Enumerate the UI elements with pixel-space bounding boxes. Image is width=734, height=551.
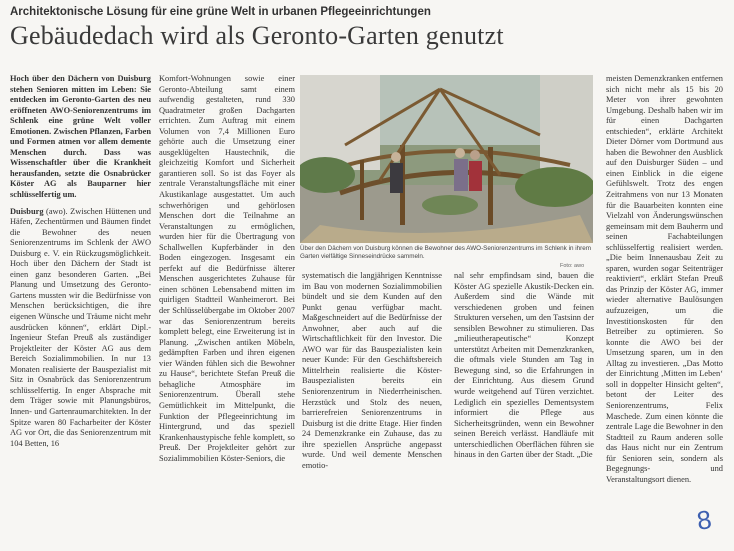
column-1-text: (awo). Zwischen Hüttenen und Häfen, Zechentürmen und Bäumen findet die Bewohner des neuen Seniorenzentrums im Schlenk der AWO Duisburg e. V. ein Rückzugsmöglichkeit. Hoch über den Dächern der Stadt ist einen ganz besonderen Garten. „Bei Planung und Umsetzung des Geronto-Gartens mussten wir die Bedürfnisse von Menschen berücksichtigen, die ihre eigenen Wünsche und Träume nicht mehr ausdrücken können“, erklärt Dipl.-Ingenieur Stefan Preuß als zuständiger Projektleiter der Köster AG aus dem Bereich Sozialimmobilien. In nur 13 Monaten realisierte der Bauspezialist mit Sitz in Osnabrück das Seniorenzentrum schlüsselfertig. In enger Absprache mit dem Träger sowie mit Planungsbüros, Innen- und Gartenraumarchitekten. In der Spitze waren 80 Facharbeiter der Köster AG vor Ort, die das Seniorenzentrum mit 104 Betten, 16 — [10, 206, 151, 448]
article-column-4 — [454, 271, 594, 461]
column-4-text: nal sehr empfindsam sind, bauen die Köster AG spezielle Akustik-Decken ein. Außerdem sind die Wände mit verschiedenen groben und feinen Strukturen versehen, um den Tastsinn der sensiblen Bewohner zu stimulieren. Das „milieutherapeutische“ Konzept unterstützt Arbeiten mit Demenzkranken, die oftmals viele Stunden am Tag in Bewegung sind, so die Erfahrungen in der Einrichtung. Aus diesem Grund wurde weitgehend auf Türen verzichtet. Lediglich ein spezielles Dementsystem informiert die Pflege aus Sicherheitsgründen, wenn ein Bewohner seinen Bereich verlässt. Handläufe mit unterschiedlichen Oberflächen führen sie hinaus in den Garten über der Stadt. „Die — [454, 271, 594, 460]
dateline: Duisburg — [10, 206, 44, 216]
article-column-1 — [10, 74, 151, 449]
column-2-text: Komfort-Wohnungen sowie einer Geronto-Abteilung samt einem aufwendig gestalteten, rund 330 Quadratmeter großen Dachgarten errichten. Zum Auftrag mit einem Volumen von 7,4 Millionen Euro gehörte auch die Umsetzung einer ausgeklügelten Haustechnik, die gleichzeitig Komfort und Sicherheit garantieren soll. So ist das Foyer als zentrale Veranstaltungsfläche mit einer Akustikanlage ausgestattet. Um auch schwerhörigen und gehörlosen Menschen dort die Teilnahme an Veranstaltungen zu ermöglichen, wurden hier für die Übertragung von Schallwellen Kupferbänder in den Boden eingezogen. Insgesamt ein perfekt auf die Bedürfnisse älterer Menschen ausgerichtetes Zuhause für einen schönen Lebensabend mitten im quirligen Stadtteil Wanheimerort. Bei der Schlüsselübergabe im Oktober 2007 war das Seniorenzentrum bereits komplett belegt, eine Erweiterung ist in Planung. „Zwischen antiken Möbeln, gedämpften Farben und ihren eigenen vier Wänden fühlen sich die Bewohner zu Hause“, berichtete Stefan Preuß die behagliche Atmosphäre im Seniorenzentrum. Überall stehe Gemütlichkeit im Mittelpunkt, die Funktion der Pflegeeinrichtung im Hintergrund, und das speziell Krankenhaustypische fehle komplett, so Preuß. Der Projektleiter gehört zur Sozialimmobilien Köster-Seniors, die — [159, 74, 295, 463]
photo-credit: Foto: awo — [560, 263, 585, 269]
article-column-5 — [606, 74, 723, 485]
article-kicker: Architektonische Lösung für eine grüne Welt in urbanen Pflegeeinrichtungen — [10, 6, 431, 18]
article-headline: Gebäudedach wird als Geronto-Garten genutzt — [10, 21, 504, 50]
article-photo — [300, 75, 593, 243]
article-paragraph-1 — [10, 207, 151, 450]
handwritten-page-number: 8 — [694, 504, 714, 536]
photo-caption: Über den Dächern von Duisburg können die Bewohner des AWO-Seniorenzentrums im Schlenk in ihrem Garten vielfältige Sinneseindrücke sammeln. — [300, 245, 591, 260]
article-column-2 — [159, 74, 295, 464]
column-3-text: systematisch die langjährigen Kenntnisse im Bau von modernen Sozialimmobilien bündelt und sie dem Kunden auf den Punkt genau verfügbar macht. Maßgeschneidert auf die Bedürfnisse der Anwohner, aber auch auf die Wirtschaftlichkeit für den Investor. Die AWO war für das Bauspezialisten kein neuer Kunde: Für den Geschäftsbereich Mittelrhein realisierte die Köster-Bauspezialisten bereits ein Seniorenzentrum in Niederrheinischen. Herzstück und Stolz des neuen, barrierefreien Seniorenzentrums in Duisburg ist die dritte Etage. Hier finden 24 Demenzkranke ein Zuhause, das zu ihre speziellen Ansprüche angepasst wurde. Und weil demente Menschen emotio- — [302, 271, 442, 470]
column-5-text: meisten Demenzkranken entfernen sich nicht mehr als 15 bis 20 Meter von ihrer gewohnten Umgebung. Deshalb haben wir im für einen Dachgarten entschieden“, erklärte Architekt Dieter Dörner vom Dortmund aus haben die Bewohner den Ausblick auf den Duisburger Süden – und einen Einblick in die eigene Gefühlswelt. Trotz des engen Zeitrahmens von nur 13 Monaten für die Bauarbeiten konnten eine Vielzahl von Änderungswünschen gemeinsam mit dem Bauherrn und seinen Fachabteilungen schlüsselfertig realisiert werden. „Die beim Innenausbau Zeit zu sparen, wurden sogar Seitenträger reaktiviert“, erklärt Stefan Preuß das Prinzip der Köster AG, immer wieder alternative Baulösungen aufzuzeigen, um die Investitionskosten für den Betreiber zu optimieren. So konnte die AWO bei der Umsetzung sparen, um in den Alltag zu investieren. „Das Motto der Einrichtung ‚Mitten im Leben‘ soll in doppelter Hinsicht gelten“, betont der Leiter des Seniorenzentrums, Felix Maschede. Zum einen könnte die zentrale Lage die Bewohner in den Stadtteil zu Raum anderen solle das Haus nicht nur ein Zentrum für Senioren sein, sondern als Begegnungs- und Veranstaltungsort dienen. — [606, 74, 723, 484]
article-column-3 — [302, 271, 442, 471]
article-lead: Hoch über den Dächern von Duisburg stehen Senioren mitten im Leben: Sie entdecken im Geronto-Garten des neu eröffneten AWO-Seniorenzentrums im Schlenk eine grüne Welt voller Emotionen. Zwischen Pflanzen, Farben und Formen atmen vor allem demente Menschen durch. Dass was Wissenschaftler über die Krankheit herausfanden, setzte die Osnabrücker Köster AG als Bauparner hier schlüsselfertig um. — [10, 74, 151, 200]
